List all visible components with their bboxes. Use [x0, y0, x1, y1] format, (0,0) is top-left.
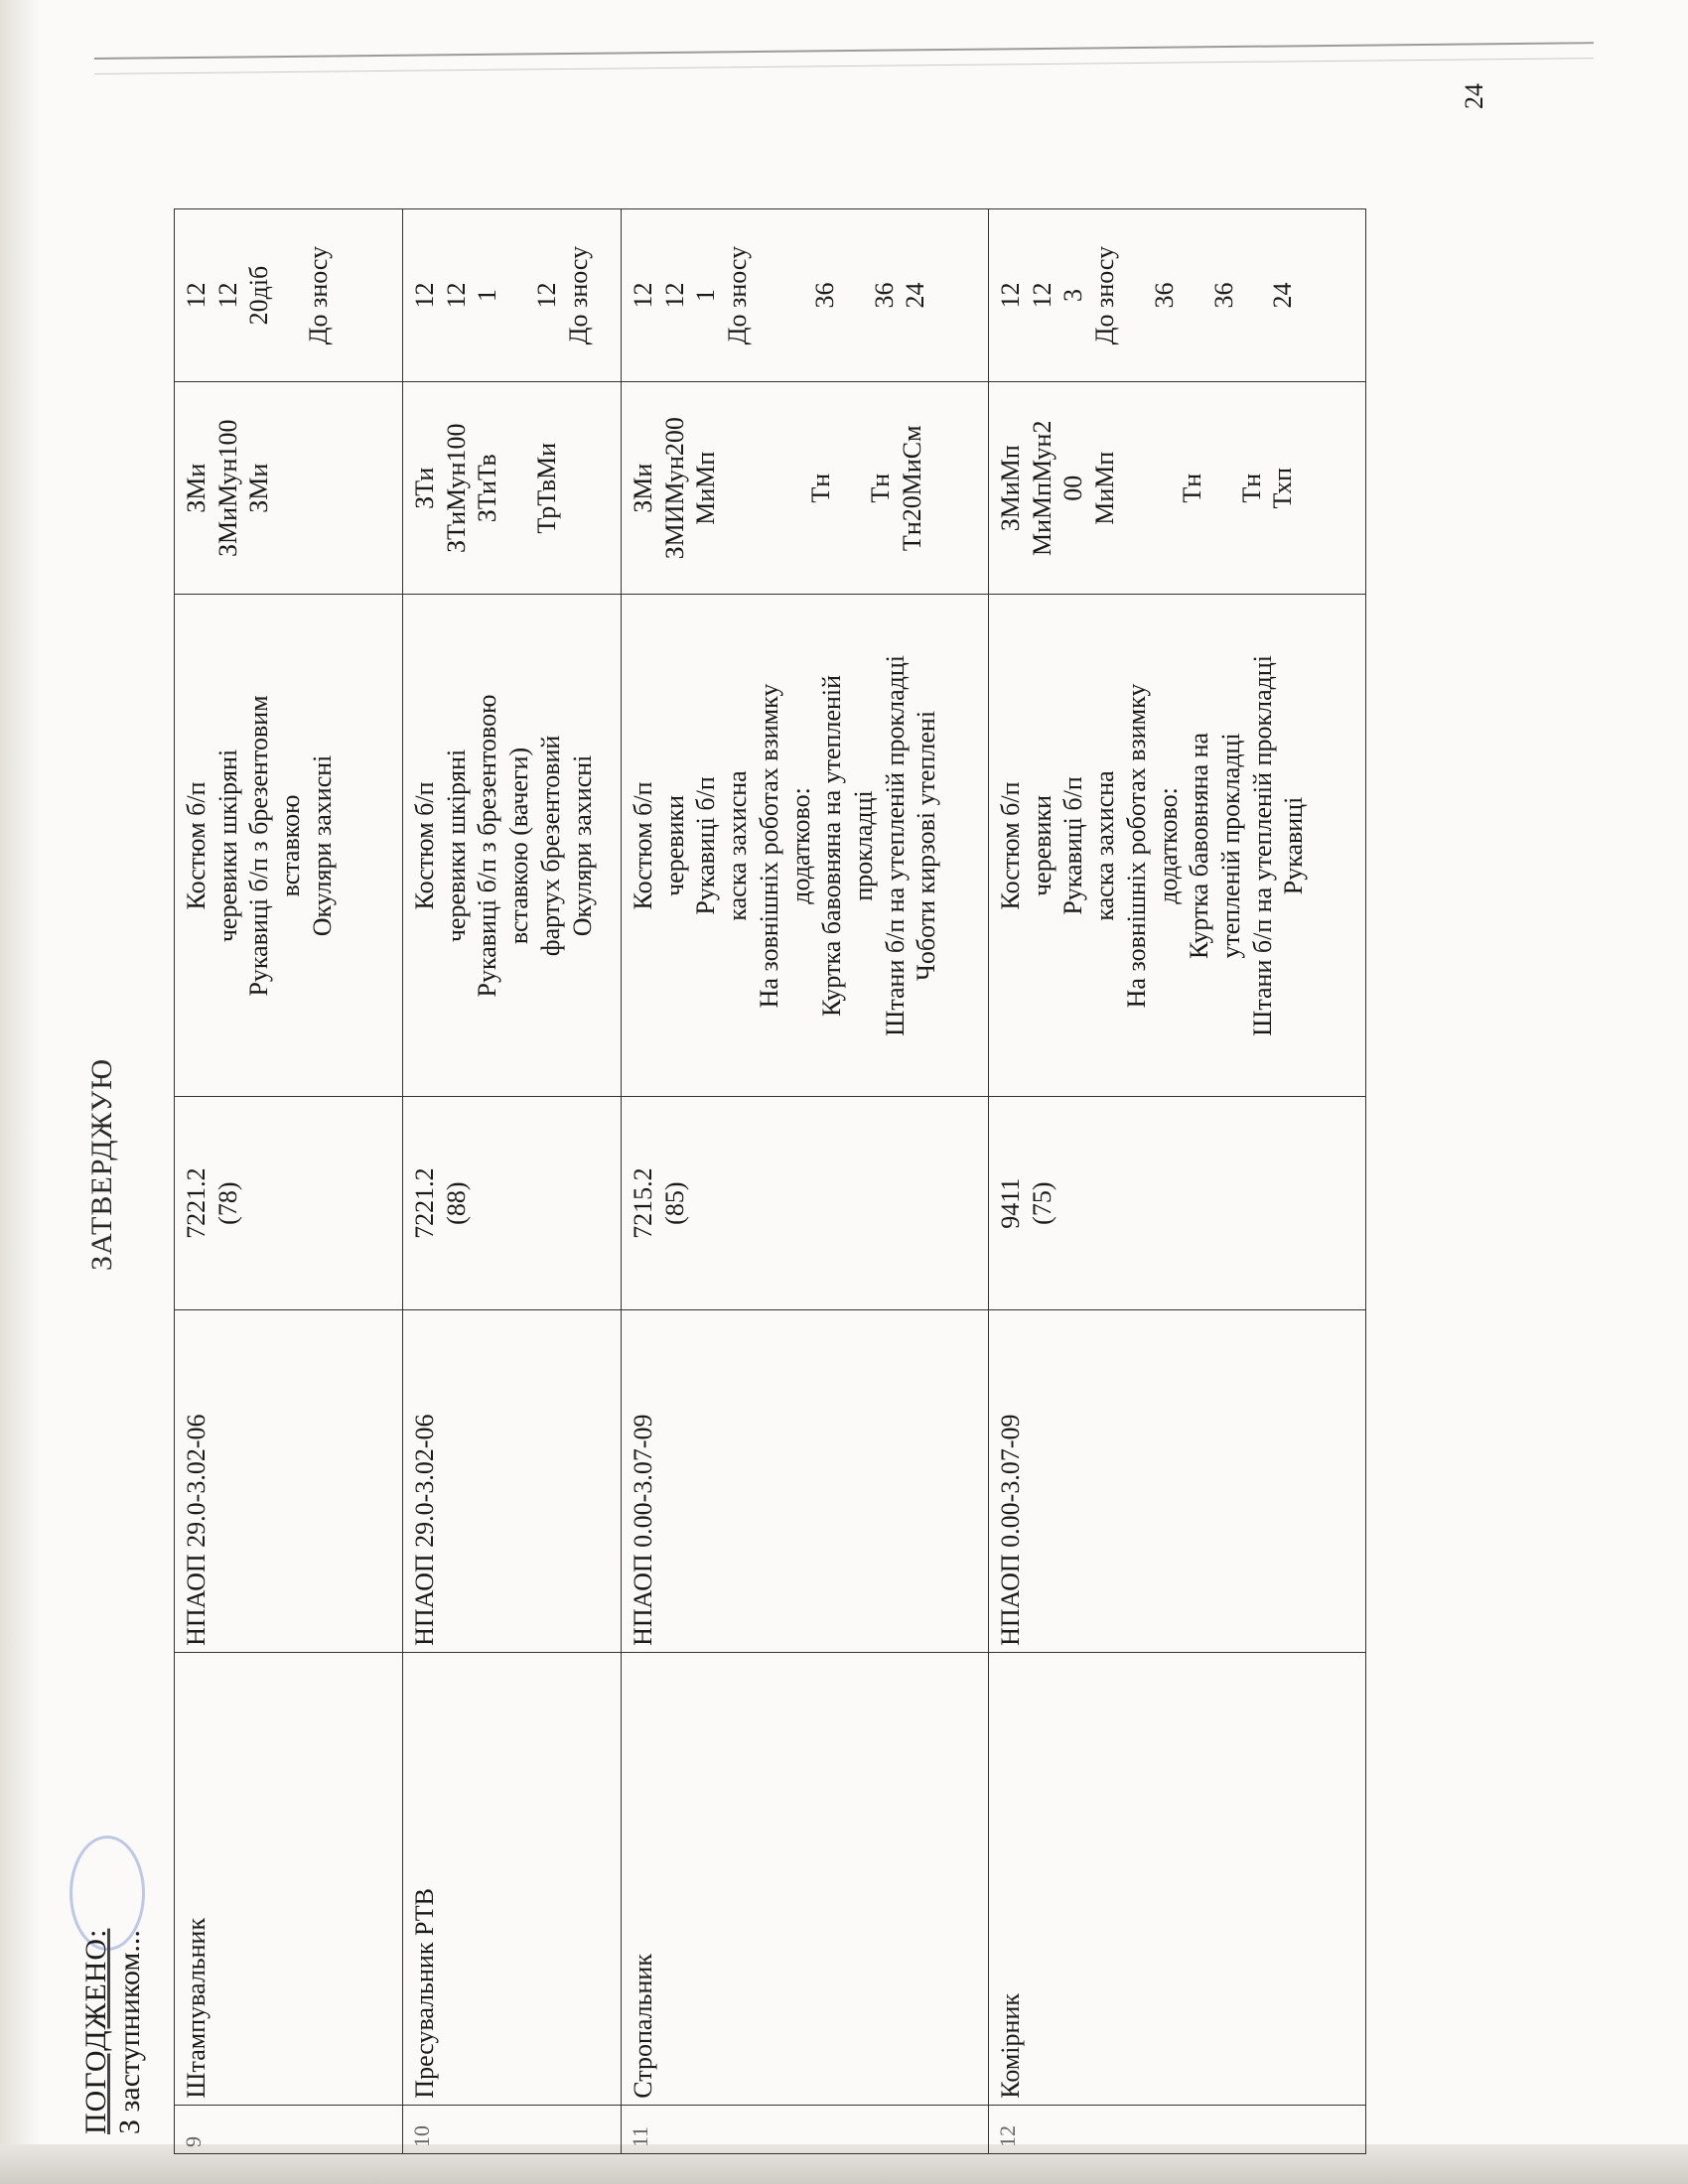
- terms-cell-line: 36: [869, 282, 899, 309]
- marks-cell: [989, 382, 1366, 595]
- marks-cell-line: [1208, 388, 1236, 588]
- scan-shadow: [0, 0, 40, 2184]
- terms-cell-line: 1: [473, 289, 502, 303]
- marks-cell-line: [503, 388, 531, 588]
- marks-cell-line: [1149, 388, 1177, 588]
- terms-cell: [403, 209, 622, 382]
- code-cell: [403, 1097, 622, 1309]
- approved-title: ПОГОДЖЕНО:: [79, 1928, 112, 2134]
- items-cell-line: Костюм б/п: [182, 781, 211, 910]
- terms-cell-line: 12: [532, 282, 562, 309]
- marks-cell-line: [837, 388, 865, 588]
- code-cell-line: 7221.2: [182, 1167, 211, 1239]
- terms-cell-line: 12: [629, 282, 657, 309]
- marks-cell-line: Тн20МиСм: [897, 425, 926, 552]
- terms-cell: [175, 209, 403, 382]
- terms-cell-line: 12: [410, 282, 439, 309]
- marks-cell-line: ЗМиМун100: [212, 419, 242, 557]
- code-cell: [175, 1097, 403, 1309]
- row-number: 10: [403, 2105, 622, 2153]
- items-cell-line: Рукавиці б/п: [1058, 776, 1088, 915]
- marks-cell-line: ЗМи: [244, 463, 274, 513]
- marks-cell-line: Тхп: [1268, 468, 1298, 509]
- approved-signatory: З заступником...: [113, 1930, 146, 2134]
- items-cell: [403, 595, 622, 1097]
- marks-cell-line: ЗМи: [629, 463, 657, 513]
- row-number: 9: [175, 2105, 403, 2153]
- code-cell: [989, 1097, 1366, 1309]
- items-cell-line: прокладці: [849, 790, 879, 901]
- items-cell: [175, 595, 403, 1097]
- items-cell-line: додатково:: [1153, 787, 1183, 904]
- code-cell-line: (75): [1027, 1181, 1056, 1225]
- items-cell-line: Рукавиці б/п з брезентовим: [244, 695, 274, 997]
- items-cell-line: Куртка бавовняна на: [1185, 732, 1214, 960]
- marks-cell-line: МиМп: [1090, 451, 1120, 525]
- terms-cell: [989, 209, 1366, 382]
- table-row: [175, 209, 403, 2154]
- items-cell-line: черевики: [659, 795, 689, 896]
- marks-cell-line: МиМп: [691, 451, 721, 525]
- code-cell-line: 7221.2: [410, 1167, 439, 1239]
- terms-cell-line: 1: [691, 289, 721, 303]
- marks-cell-line: Тн: [806, 473, 836, 503]
- terms-cell-line: 12: [659, 282, 689, 309]
- marks-cell-line: ЗТиТв: [473, 454, 502, 523]
- items-cell-line: черевики шкіряні: [441, 749, 471, 943]
- code-cell-line: 7215.2: [629, 1167, 657, 1239]
- terms-cell-line: [275, 215, 303, 375]
- marks-cell-line: ЗТиМун100: [441, 423, 471, 554]
- items-cell-line: Чоботи кирзові утеплені: [912, 710, 941, 981]
- terms-cell-line: 36: [1149, 282, 1179, 309]
- code-cell-line: (78): [212, 1181, 242, 1225]
- items-cell-line: черевики: [1027, 795, 1056, 896]
- terms-cell-line: До зносу: [1090, 245, 1120, 345]
- terms-cell-line: 12: [996, 282, 1025, 309]
- profession-cell: Штампувальник: [175, 1652, 403, 2105]
- row-number: 12: [989, 2105, 1366, 2153]
- terms-cell-line: 20діб: [244, 265, 274, 326]
- norm-cell: НПАОП 0.00-3.07-09: [622, 1309, 989, 1652]
- terms-cell: [622, 209, 989, 382]
- terms-cell-line: До зносу: [563, 245, 593, 345]
- terms-cell-line: [1121, 215, 1149, 375]
- items-cell-line: Рукавиці б/п: [691, 776, 721, 915]
- terms-cell-line: 36: [809, 282, 839, 309]
- items-cell-line: Костюм б/п: [629, 781, 657, 910]
- marks-cell-line: Тн: [1177, 473, 1206, 503]
- terms-cell-line: 12: [182, 282, 211, 309]
- marks-cell-line: Тн: [1236, 473, 1266, 503]
- terms-cell-line: До зносу: [304, 245, 334, 345]
- items-cell-line: каска захисна: [1090, 770, 1120, 921]
- terms-cell-line: 24: [1268, 282, 1298, 309]
- items-cell-line: каска захисна: [723, 770, 753, 921]
- terms-cell-line: 36: [1208, 282, 1238, 309]
- items-cell-line: утепленій прокладці: [1216, 733, 1246, 959]
- items-cell-line: черевики шкіряні: [212, 749, 242, 943]
- terms-cell-line: [1239, 215, 1267, 375]
- items-cell-line: вставкою: [276, 794, 306, 897]
- items-cell-line: вставкою (вачеги): [504, 747, 534, 945]
- row-number: 11: [622, 2105, 989, 2153]
- items-cell-line: На зовнішніх роботах взимку: [754, 683, 783, 1009]
- items-cell-line: фартух брезентовий: [535, 735, 565, 957]
- marks-cell-line: [1121, 388, 1149, 588]
- table-row: [622, 209, 989, 2154]
- profession-cell: Комірник: [989, 1652, 1366, 2105]
- items-cell-line: Костюм б/п: [410, 781, 439, 910]
- terms-cell-line: [841, 215, 869, 375]
- items-cell: [622, 595, 989, 1097]
- marks-cell-line: МиМпМун2: [1027, 420, 1056, 556]
- marks-cell-line: ЗТи: [410, 467, 439, 509]
- items-cell-line: Куртка бавовняна на утепленій: [817, 674, 847, 1017]
- table-row: [989, 209, 1366, 2154]
- marks-cell-line: ЗМИМун200: [659, 417, 689, 560]
- code-cell-line: (85): [659, 1181, 689, 1225]
- terms-cell-line: 3: [1058, 289, 1088, 303]
- terms-cell-line: 12: [212, 282, 242, 309]
- terms-cell-line: [1181, 215, 1208, 375]
- marks-cell-line: [750, 388, 777, 588]
- marks-cell-line: ЗМи: [182, 463, 211, 513]
- code-cell-line: 9411: [996, 1177, 1025, 1229]
- marks-cell: [622, 382, 989, 595]
- marks-cell-line: Тн: [865, 473, 895, 503]
- items-cell-line: Костюм б/п: [996, 781, 1025, 910]
- items-cell: [989, 595, 1366, 1097]
- marks-cell-line: [777, 388, 805, 588]
- code-cell-line: (88): [441, 1181, 471, 1225]
- marks-cell-line: [722, 388, 750, 588]
- items-cell-line: Рукавиці б/п з брезентовою: [473, 694, 502, 998]
- marks-cell: [175, 382, 403, 595]
- marks-cell-line: ТрТвМи: [532, 442, 562, 534]
- norm-cell: НПАОП 29.0-3.02-06: [175, 1309, 403, 1652]
- items-cell-line: Штани б/п на утепленій прокладці: [1247, 655, 1277, 1036]
- scan-edge: [94, 42, 1594, 74]
- table-row: [403, 209, 622, 2154]
- items-cell-line: Рукавиці: [1279, 796, 1309, 895]
- terms-cell-line: [781, 215, 809, 375]
- terms-cell-line: [503, 215, 531, 375]
- terms-cell-line: До зносу: [723, 245, 753, 345]
- marks-cell: [403, 382, 622, 595]
- document-header: [79, 347, 169, 2134]
- terms-cell-line: 12: [1027, 282, 1056, 309]
- terms-cell-line: 12: [441, 282, 471, 309]
- items-cell-line: Штани б/п на утепленій прокладці: [880, 655, 910, 1036]
- profession-cell: Пресувальник РТВ: [403, 1652, 622, 2105]
- marks-cell-line: ЗМиМп: [996, 445, 1025, 532]
- items-cell-line: На зовнішніх роботах взимку: [1121, 683, 1151, 1009]
- items-cell-line: Окуляри захисні: [307, 754, 337, 937]
- norm-cell: НПАОП 29.0-3.02-06: [403, 1309, 622, 1652]
- marks-cell-line: 00: [1058, 475, 1088, 501]
- norm-cell: НПАОП 0.00-3.07-09: [989, 1309, 1366, 1652]
- terms-cell-line: 24: [901, 282, 930, 309]
- confirmed-title: ЗАТВЕРДЖУЮ: [85, 1057, 118, 1271]
- ppe-table: [174, 208, 1366, 2154]
- rotated-page: [79, 139, 1489, 2154]
- terms-cell-line: [754, 215, 781, 375]
- page-number: 24: [1460, 83, 1488, 109]
- code-cell: [622, 1097, 989, 1309]
- items-cell-line: додатково:: [785, 787, 815, 904]
- profession-cell: Стропальник: [622, 1652, 989, 2105]
- items-cell-line: Окуляри захисні: [567, 754, 597, 937]
